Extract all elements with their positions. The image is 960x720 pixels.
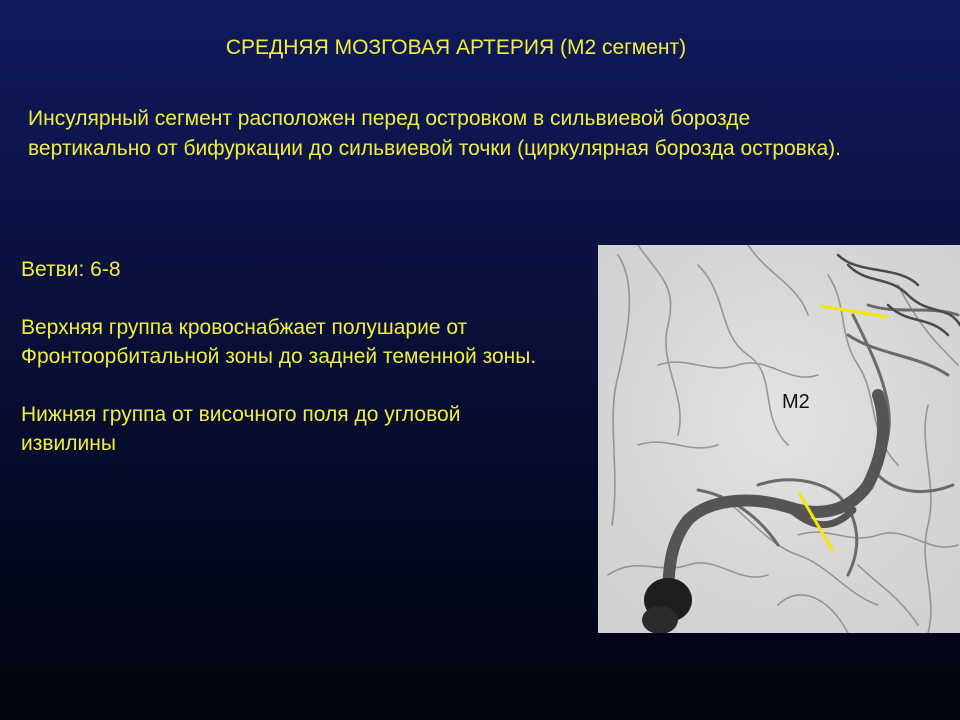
angiogram-drawing: [598, 245, 960, 633]
m2-label: M2: [782, 391, 810, 413]
branches-count: Ветви: 6-8: [21, 258, 121, 281]
angiogram-image: [598, 245, 960, 633]
intro-line: Инсулярный сегмент расположен перед островком в сильвиевой борозде: [28, 107, 751, 130]
slide-title: СРЕДНЯЯ МОЗГОВАЯ АРТЕРИЯ (М2 сегмент): [225, 36, 687, 59]
intro-line: вертикально от бифуркации до сильвиевой точки (циркулярная борозда островка).: [28, 137, 841, 160]
lower-group-text: Нижняя группа от височного поля до угловой извилины: [21, 403, 461, 455]
intro-text: [28, 104, 953, 164]
body-text: [21, 255, 561, 487]
upper-group-text: Верхняя группа кровоснабжает полушарие от Фронтоорбитальной зоны до задней теменной зоны.: [21, 316, 537, 368]
